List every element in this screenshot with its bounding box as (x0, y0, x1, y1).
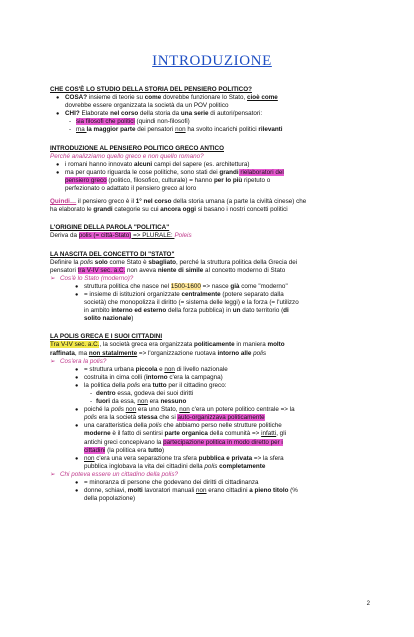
section-heading-state-concept: LA NASCITA DEL CONCETTO DI "STATO" (50, 250, 175, 258)
list-item-polis-urban: ● = struttura urbana piccola e non di livello nazionale (50, 366, 374, 374)
paragraph-state-2: pensatori tra V-IV sec. a.C. non aveva niente di simile al concetto moderno di Stato (50, 266, 286, 274)
study-list (50, 94, 374, 134)
list-item-romans: ● i romani hanno innovato alcuni campi del sapere (es. architettura) (50, 161, 374, 169)
list-item-polis-public: ● non c'era una vera separazione tra sfera pubblica e privata => la sfera pubblica inglobava la vita dei cittadini della polis completamente (50, 455, 374, 471)
question-greek-roman: Perché analizziamo quello greco e non quello romano? (50, 152, 204, 160)
list-item-state-born: ● struttura politica che nasce nel 1500-1600 => nasce già come "moderno" (50, 283, 374, 291)
question-polis: ➢ Cos'era la polis? (50, 358, 374, 366)
list-subitem-outside: - fuori da essa, non era nessuno (50, 398, 374, 406)
list-item-citizen-minority: ● = minoranza di persone che godevano dei diritti di cittadinanza (50, 479, 374, 487)
list-item-polis-hills: ● costruita in cima colli (intorno c'era la campagna) (50, 374, 374, 382)
document-page (0, 52, 414, 637)
list-item-chi: ● CHI? Elaborate nel corso della storia da una serie di autori/pensatori: (50, 110, 374, 118)
section-heading-greek-thought: INTRODUZIONE AL PENSIERO POLITICO GRECO ANTICO (50, 144, 224, 152)
list-item-state-definition: ● = insieme di istituzioni organizzate centralmente (potere separato dalla società) che monopolizza il diritto (= sistema delle leggi) e la forza (= l'utilizzo in ambito interno ed esterno della forza pubblica) in un dato territorio (di solito nazionale) (50, 291, 374, 323)
section-heading-word-origin: L'ORIGINE DELLA PAROLA "POLITICA" (50, 224, 170, 232)
list-item-polis-not-state: ● poiché la polis non era uno Stato, non c'era un potere politico centrale => la polis era la società stessa che si auto-organizzava politicamente (50, 406, 374, 422)
paragraph-quindi: Quindi… il pensiero greco è il 1° nel corso della storia umana (a parte la civiltà cinese) che ha elaborato le grandi categorie su cui ancora oggi si basano i nostri concetti politici (50, 198, 307, 214)
question-citizen: ➢ Chi poteva essere un cittadino della polis? (50, 471, 374, 479)
list-item-polis-politics: ● la politica della polis era tutto per il cittadino greco: (50, 382, 374, 390)
paragraph-polis-2: raffinata, ma non statalmente => l'organizzazione ruotava intorno alle polis (50, 349, 267, 357)
page-number: 2 (366, 601, 370, 607)
list-item-polis-organic: ● una caratteristica della polis che abbiamo perso nelle strutture politiche moderne è il fatto di sentirsi parte organica della comunità => infatti, gli antichi greci concepivano la partecipazione politica in modo diretto per i cittadini (la politica era tutto) (50, 422, 374, 454)
greek-roman-list (50, 161, 374, 193)
section-heading-polis: LA POLIS GRECA E I SUOI CITTADINI (50, 333, 163, 341)
list-item-politics: ● ma per quanto riguarda le cose politiche, sono stati dei grandi rielaboratori del pensiero greco (politico, filosofico, culturale) = hanno per lo più ripetuto o perfezionato o adattato il pensiero greco al loro (50, 169, 374, 193)
state-list (50, 275, 374, 324)
list-subitem-authors: - sia filosofi che politici (quindi non-filosofi) (50, 118, 374, 126)
list-subitem-majority: - ma la maggior parte dei pensatori non ha svolto incarichi politici rilevanti (50, 126, 374, 134)
polis-list (50, 358, 374, 504)
paragraph-polis-1: Tra V-IV sec. a.C., la società greca era organizzata politicamente in maniera molto (50, 341, 285, 349)
paragraph-word-origin: Deriva da polis (= città-Stato) => PLURALE: Poleis (50, 232, 192, 240)
section-heading-study: CHE COS'È LO STUDIO DELLA STORIA DEL PENSIERO POLITICO? (50, 86, 252, 93)
page-title: INTRODUZIONE (152, 53, 272, 69)
list-item-cosa: ● COSA? insieme di teorie su come dovrebbe funzionare lo Stato, cioè come dovrebbe essere organizzata la società da un POV politico (50, 94, 374, 110)
list-item-citizen-excluded: ● donne, schiavi, molti lavoratori manuali non erano cittadini a pieno titolo (% della popolazione) (50, 487, 374, 503)
paragraph-state-1: Definire la polis solo come Stato è sbagliato, perché la struttura politica della Grecia dei (50, 258, 298, 266)
question-modern-state: ➢ Cos'è lo Stato (moderno)? (50, 275, 374, 283)
list-subitem-inside: - dentro essa, godeva dei suoi diritti (50, 390, 374, 398)
